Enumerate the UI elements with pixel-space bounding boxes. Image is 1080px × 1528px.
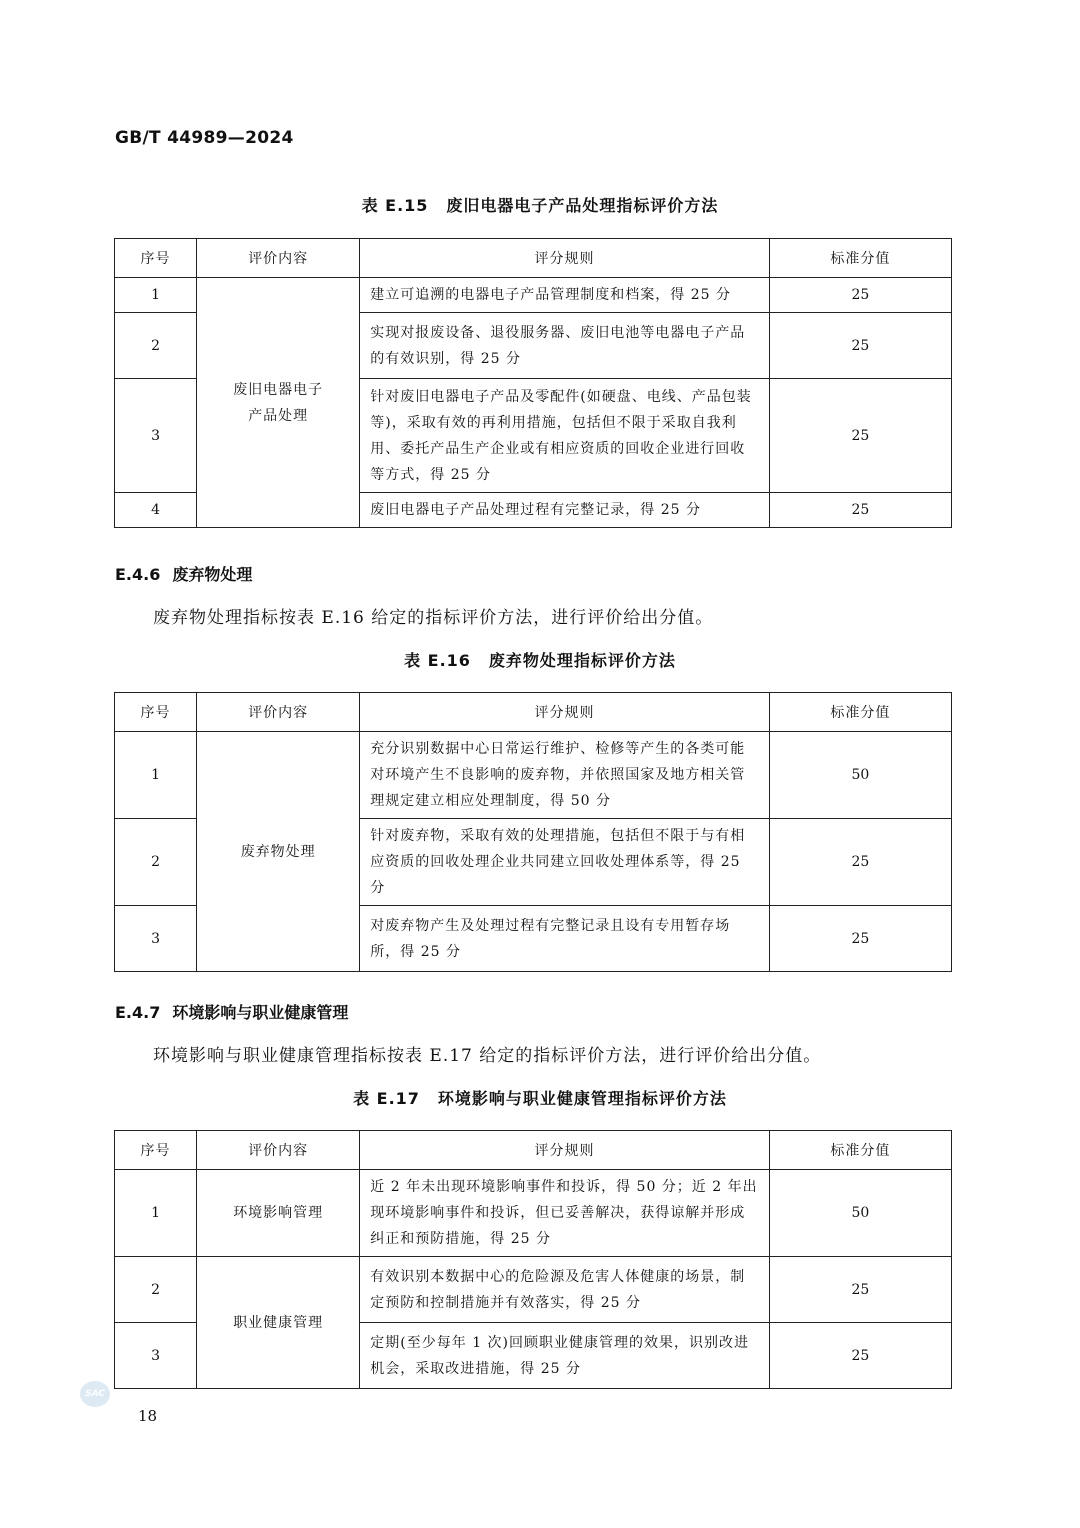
- header-rule: 评分规则: [360, 239, 769, 278]
- header-no: 序号: [115, 1131, 197, 1170]
- row-rule: 近 2 年未出现环境影响事件和投诉，得 50 分；近 2 年出现环境影响事件和投诉，但已妥善解决，获得谅解并形成纠正和预防措施，得 25 分: [360, 1170, 769, 1257]
- header-content: 评价内容: [197, 693, 360, 732]
- row-no: 2: [115, 313, 197, 379]
- table-e15-caption-number: 表 E.15: [361, 196, 429, 215]
- row-rule: 充分识别数据中心日常运行维护、检修等产生的各类可能对环境产生不良影响的废弃物，并依照国家及地方相关管理规定建立相应处理制度，得 50 分: [360, 732, 769, 819]
- table-row: [115, 1257, 952, 1323]
- row-score: 25: [769, 1257, 951, 1323]
- section-heading-e46: [115, 562, 252, 585]
- table-e16-caption-title: 废弃物处理指标评价方法: [488, 651, 676, 670]
- section-title: 废弃物处理: [172, 565, 253, 584]
- row-rule: 针对废旧电器电子产品及零配件(如硬盘、电线、产品包装等)，采取有效的再利用措施，包括但不限于采取自我利用、委托产品生产企业或有相应资质的回收企业进行回收等方式，得 25 分: [360, 379, 769, 493]
- row-content: 职业健康管理: [197, 1257, 360, 1389]
- table-e17-caption: [0, 1086, 1080, 1109]
- row-no: 3: [115, 379, 197, 493]
- section-number: E.4.6: [115, 565, 161, 584]
- row-score: 25: [769, 493, 951, 528]
- row-score: 25: [769, 313, 951, 379]
- row-no: 2: [115, 1257, 197, 1323]
- row-content: 废旧电器电子产品处理: [197, 278, 360, 528]
- header-score: 标准分值: [769, 693, 951, 732]
- row-content: 环境影响管理: [197, 1170, 360, 1257]
- row-no: 2: [115, 819, 197, 906]
- sac-logo: SAC: [80, 1381, 110, 1407]
- row-score: 25: [769, 278, 951, 313]
- standard-code: GB/T 44989—2024: [115, 128, 294, 148]
- row-score: 25: [769, 906, 951, 972]
- row-score: 50: [769, 732, 951, 819]
- row-no: 3: [115, 906, 197, 972]
- table-header-row: [115, 1131, 952, 1170]
- row-content: 废弃物处理: [197, 732, 360, 972]
- table-row: [115, 1170, 952, 1257]
- row-rule: 对废弃物产生及处理过程有完整记录且设有专用暂存场所，得 25 分: [360, 906, 769, 972]
- header-content: 评价内容: [197, 1131, 360, 1170]
- row-no: 1: [115, 732, 197, 819]
- section-paragraph: 环境影响与职业健康管理指标按表 E.17 给定的指标评价方法，进行评价给出分值。: [153, 1046, 822, 1066]
- row-score: 50: [769, 1170, 951, 1257]
- page-number: 18: [138, 1407, 158, 1425]
- row-rule: 针对废弃物，采取有效的处理措施，包括但不限于与有相应资质的回收处理企业共同建立回收处理体系等，得 25 分: [360, 819, 769, 906]
- row-rule: 有效识别本数据中心的危险源及危害人体健康的场景，制定预防和控制措施并有效落实，得 25 分: [360, 1257, 769, 1323]
- table-e15-caption: [0, 193, 1080, 216]
- row-no: 1: [115, 1170, 197, 1257]
- header-score: 标准分值: [769, 239, 951, 278]
- table-row: [115, 732, 952, 819]
- table-e15-caption-title: 废旧电器电子产品处理指标评价方法: [446, 196, 719, 215]
- header-content: 评价内容: [197, 239, 360, 278]
- table-header-row: [115, 693, 952, 732]
- header-no: 序号: [115, 693, 197, 732]
- table-e17-caption-title: 环境影响与职业健康管理指标评价方法: [437, 1089, 727, 1108]
- row-score: 25: [769, 379, 951, 493]
- header-rule: 评分规则: [360, 693, 769, 732]
- row-no: 3: [115, 1323, 197, 1389]
- section-title: 环境影响与职业健康管理: [172, 1003, 349, 1022]
- section-paragraph: 废弃物处理指标按表 E.16 给定的指标评价方法，进行评价给出分值。: [153, 608, 714, 628]
- header-rule: 评分规则: [360, 1131, 769, 1170]
- row-rule: 定期(至少每年 1 次)回顾职业健康管理的效果，识别改进机会，采取改进措施，得 25 分: [360, 1323, 769, 1389]
- row-rule: 实现对报废设备、退役服务器、废旧电池等电器电子产品的有效识别，得 25 分: [360, 313, 769, 379]
- table-e17-caption-number: 表 E.17: [353, 1089, 420, 1108]
- header-no: 序号: [115, 239, 197, 278]
- header-score: 标准分值: [769, 1131, 951, 1170]
- row-rule: 建立可追溯的电器电子产品管理制度和档案，得 25 分: [360, 278, 769, 313]
- row-no: 1: [115, 278, 197, 313]
- table-e15: [114, 238, 952, 528]
- table-e16: [114, 692, 952, 972]
- section-number: E.4.7: [115, 1003, 161, 1022]
- table-e16-caption: [0, 648, 1080, 671]
- row-score: 25: [769, 819, 951, 906]
- table-header-row: [115, 239, 952, 278]
- row-no: 4: [115, 493, 197, 528]
- table-row: [115, 278, 952, 313]
- table-e16-caption-number: 表 E.16: [404, 651, 471, 670]
- row-score: 25: [769, 1323, 951, 1389]
- row-rule: 废旧电器电子产品处理过程有完整记录，得 25 分: [360, 493, 769, 528]
- section-heading-e47: [115, 1000, 348, 1023]
- table-e17: [114, 1130, 952, 1389]
